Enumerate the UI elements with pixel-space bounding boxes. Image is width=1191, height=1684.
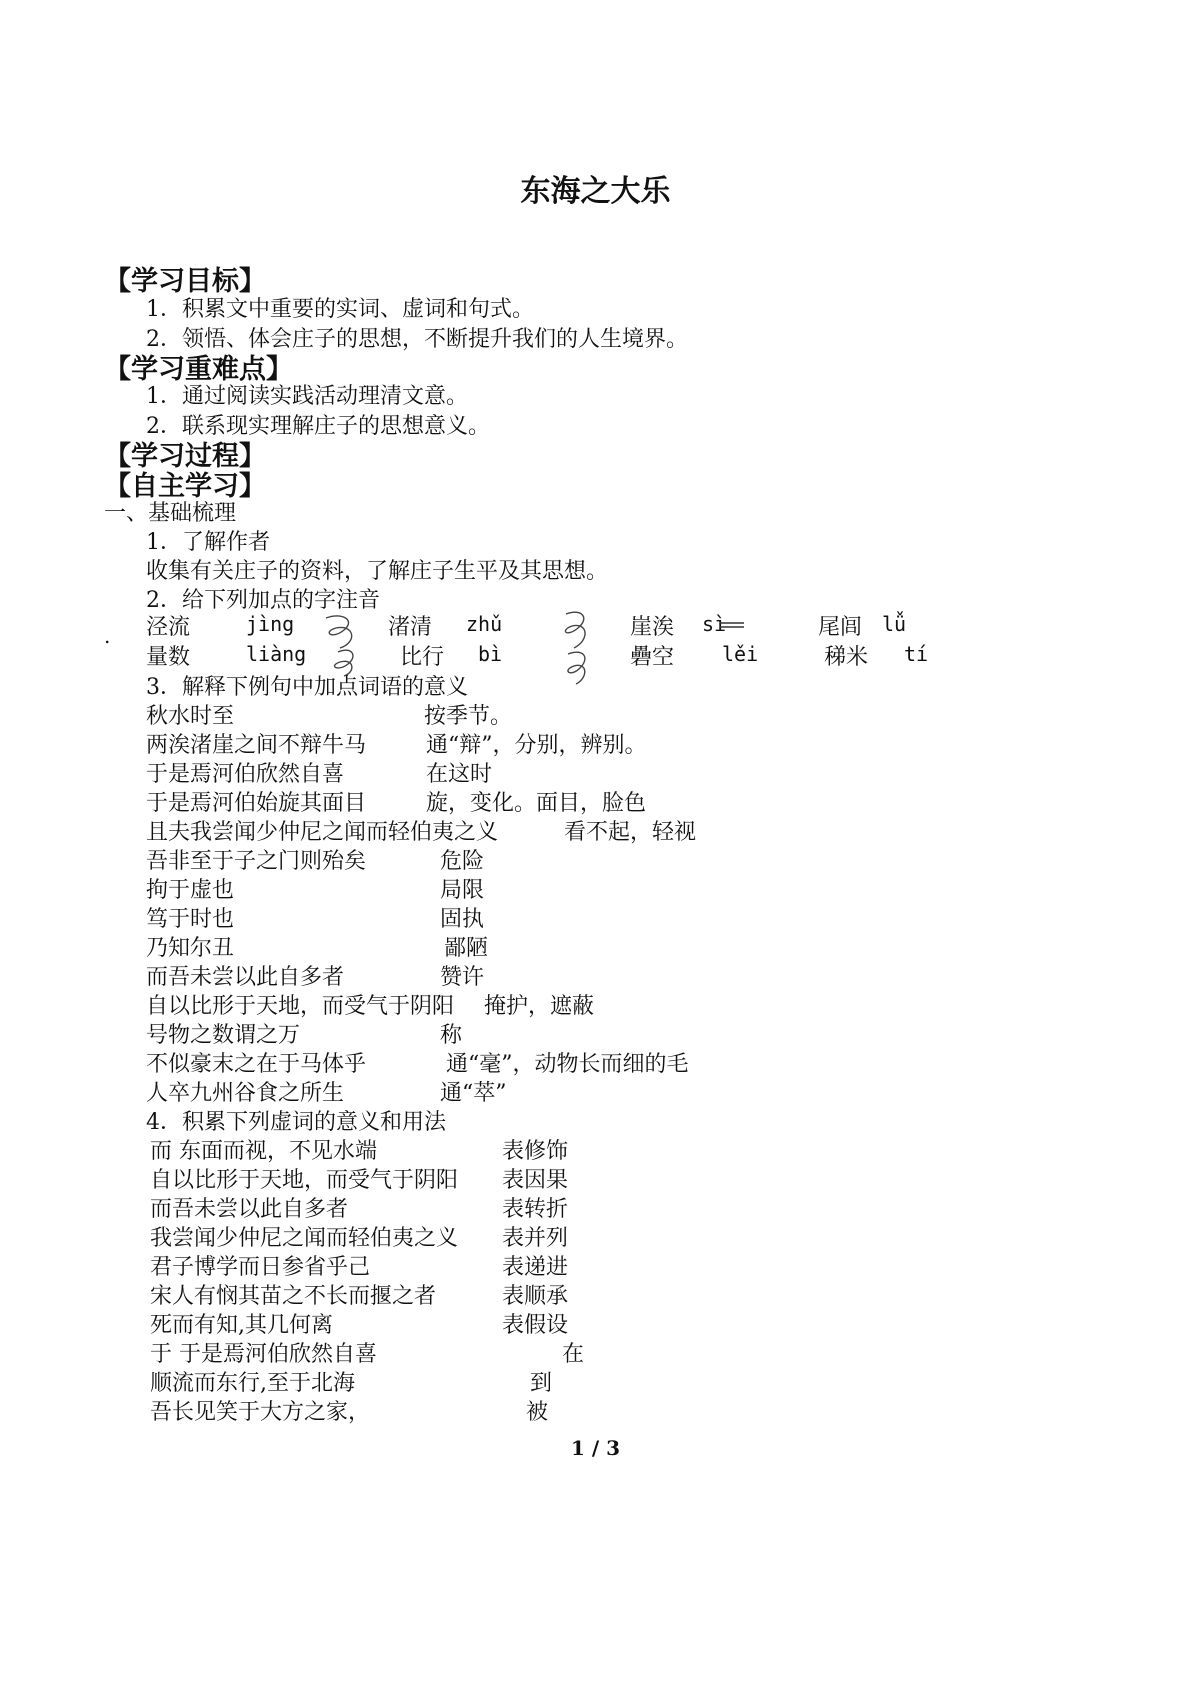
key-2: 2．联系现实理解庄子的思想意义。 <box>146 414 490 439</box>
vocab-sentence: 人卒九州谷食之所生 <box>146 1081 345 1106</box>
vocab-meaning: 掩护，遮蔽 <box>484 994 595 1019</box>
vocab-sentence: 笃于时也 <box>146 907 235 932</box>
vocab-sentence: 乃知尔丑 <box>146 936 235 961</box>
vocab-meaning: 危险 <box>440 849 485 874</box>
q1-text: 收集有关庄子的资料，了解庄子生平及其思想。 <box>146 559 609 584</box>
er-sentence: 而 东面而视，不见水端 <box>150 1139 377 1164</box>
vocab-meaning: 局限 <box>440 878 485 903</box>
goal-1: 1．积累文中重要的实词、虚词和句式。 <box>146 297 534 322</box>
er-usage: 表递进 <box>502 1255 569 1280</box>
pinyin-word: 崖涘 <box>630 615 675 640</box>
vocab-sentence: 而吾未尝以此自多者 <box>146 965 345 990</box>
yu-sentence: 顺流而东行,至于北海 <box>150 1371 355 1396</box>
vocab-meaning: 赞许 <box>440 965 485 990</box>
er-usage: 表顺承 <box>502 1284 569 1309</box>
er-sentence: 我尝闻少仲尼之闻而轻伯夷之义 <box>150 1226 459 1251</box>
pinyin-word: 尾闾 <box>818 615 863 640</box>
stray-dot: . <box>104 624 111 648</box>
er-sentence: 而吾未尝以此自多者 <box>150 1197 349 1222</box>
q3-title: 3．解释下例句中加点词语的意义 <box>146 675 468 700</box>
q4-title: 4．积累下列虚词的意义和用法 <box>146 1110 446 1135</box>
vocab-meaning: 在这时 <box>426 762 493 787</box>
pinyin-reading: tí <box>904 642 929 666</box>
er-usage: 表因果 <box>502 1168 569 1193</box>
vocab-meaning: 称 <box>440 1023 463 1048</box>
er-usage: 表修饰 <box>502 1139 569 1164</box>
yu-usage: 在 <box>562 1342 585 1367</box>
pinyin-word: 稊米 <box>824 645 869 670</box>
er-usage: 表假设 <box>502 1313 569 1338</box>
page-title: 东海之大乐 <box>520 174 671 209</box>
vocab-sentence: 自以比形于天地，而受气于阴阳 <box>146 994 455 1019</box>
yu-sentence: 于 于是焉河伯欣然自喜 <box>150 1342 377 1367</box>
goal-2: 2．领悟、体会庄子的思想，不断提升我们的人生境界。 <box>146 327 688 352</box>
vocab-sentence: 秋水时至 <box>146 704 235 729</box>
vocab-meaning: 旋，变化。面目，脸色 <box>426 791 647 816</box>
vocab-meaning: 固执 <box>440 907 485 932</box>
pinyin-reading: zhǔ <box>466 612 503 636</box>
er-sentence: 君子博学而日参省乎己 <box>150 1255 371 1280</box>
scribble-decoration <box>718 621 746 629</box>
pinyin-reading: lěi <box>722 642 759 666</box>
vocab-meaning: 鄙陋 <box>444 936 489 961</box>
vocab-sentence: 于是焉河伯欣然自喜 <box>146 762 345 787</box>
heading-process: 【学习过程】 <box>104 441 266 472</box>
pinyin-reading: liàng <box>246 642 307 666</box>
pinyin-reading: lǚ <box>882 612 907 636</box>
vocab-meaning: 看不起，轻视 <box>564 820 697 845</box>
er-usage: 表转折 <box>502 1197 569 1222</box>
page-number: 1 / 3 <box>570 1436 621 1460</box>
vocab-meaning: 通“辩”，分别，辨别。 <box>426 733 647 758</box>
heading-key: 【学习重难点】 <box>104 354 293 385</box>
vocab-meaning: 通“毫”，动物长而细的毛 <box>446 1052 689 1077</box>
part-1-title: 一、基础梳理 <box>104 501 237 526</box>
vocab-sentence: 号物之数谓之万 <box>146 1023 301 1048</box>
q1-title: 1．了解作者 <box>146 530 270 555</box>
er-usage: 表并列 <box>502 1226 569 1251</box>
er-sentence: 宋人有悯其苗之不长而揠之者 <box>150 1284 437 1309</box>
heading-goals: 【学习目标】 <box>104 266 266 297</box>
heading-self: 【自主学习】 <box>104 471 266 502</box>
scribble-decoration <box>556 608 596 688</box>
q2-title: 2．给下列加点的字注音 <box>146 588 380 613</box>
vocab-sentence: 两涘渚崖之间不辩牛马 <box>146 733 367 758</box>
scribble-decoration <box>318 612 366 678</box>
vocab-sentence: 且夫我尝闻少仲尼之闻而轻伯夷之义 <box>146 820 499 845</box>
yu-usage: 到 <box>530 1371 553 1396</box>
pinyin-word: 量数 <box>146 645 191 670</box>
vocab-sentence: 于是焉河伯始旋其面目 <box>146 791 367 816</box>
er-sentence: 自以比形于天地，而受气于阴阳 <box>150 1168 459 1193</box>
pinyin-word: 渚清 <box>388 615 433 640</box>
pinyin-reading: bì <box>478 642 503 666</box>
key-1: 1．通过阅读实践活动理清文意。 <box>146 384 468 409</box>
vocab-meaning: 按季节。 <box>424 704 513 729</box>
yu-sentence: 吾长见笑于大方之家， <box>150 1400 371 1425</box>
pinyin-reading: jìng <box>246 612 295 636</box>
pinyin-reading: sì <box>702 612 727 636</box>
yu-usage: 被 <box>526 1400 549 1425</box>
pinyin-word: 泾流 <box>146 615 191 640</box>
pinyin-word: 礨空 <box>630 645 675 670</box>
vocab-sentence: 拘于虚也 <box>146 878 235 903</box>
vocab-sentence: 不似豪末之在于马体乎 <box>146 1052 367 1077</box>
pinyin-word: 比行 <box>400 645 445 670</box>
vocab-meaning: 通“萃” <box>440 1081 507 1106</box>
er-sentence: 死而有知,其几何离 <box>150 1313 333 1338</box>
vocab-sentence: 吾非至于子之门则殆矣 <box>146 849 367 874</box>
